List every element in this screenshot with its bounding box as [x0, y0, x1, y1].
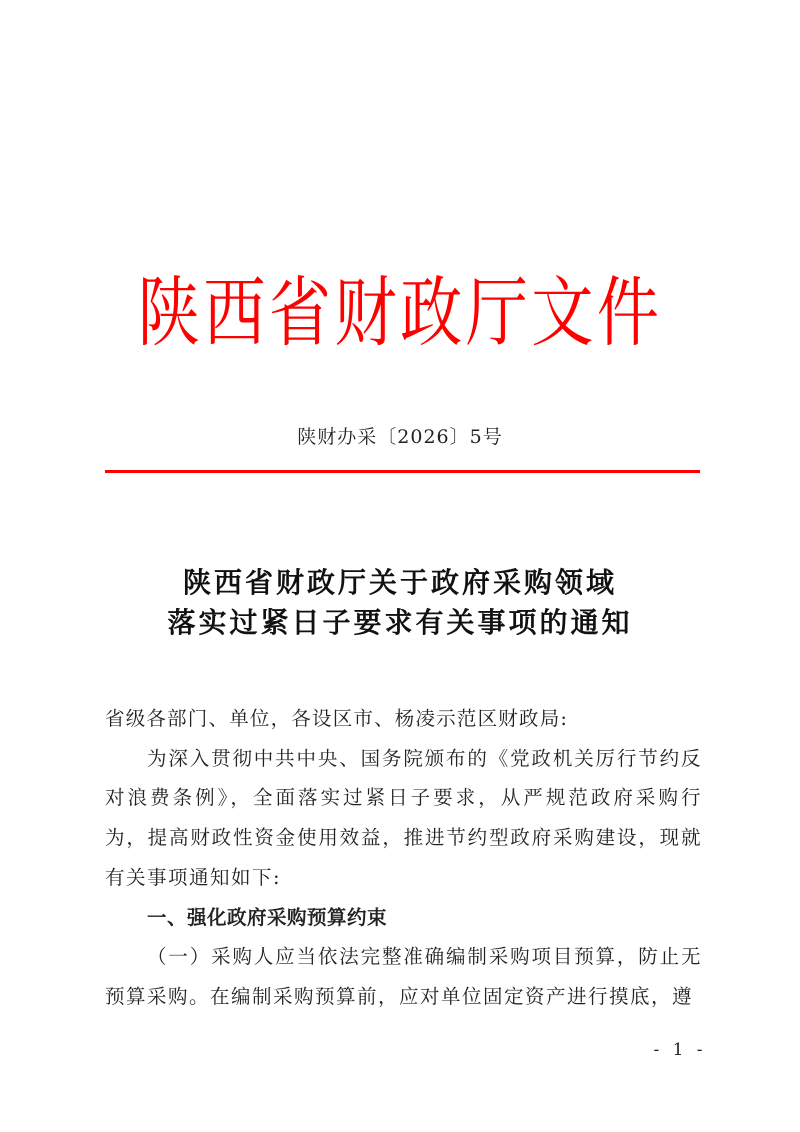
document-body: [105, 699, 702, 1017]
document-number: 陕财办采〔2026〕5号: [297, 426, 503, 448]
issuer-banner: [0, 268, 800, 358]
intro-paragraph: 为深入贯彻中共中央、国务院颁布的《党政机关厉行节约反对浪费条例》，全面落实过紧日子要求，从严规范政府采购行为，提高财政性资金使用效益，推进节约型政府采购建设，现就有关事项通知如下:: [105, 746, 702, 889]
red-divider-line: [105, 470, 700, 473]
section-heading: 一、强化政府采购预算约束: [147, 905, 388, 929]
salutation: 省级各部门、单位，各设区市、杨凌示范区财政局:: [105, 707, 569, 730]
section-item-paragraph: （一）采购人应当依法完整准确编制采购项目预算，防止无预算采购。在编制采购预算前，应对单位固定资产进行摸底，遵: [105, 945, 702, 1008]
page-number: - 1 -: [653, 1040, 707, 1060]
issuer-banner-text: 陕西省财政厅文件: [137, 268, 663, 357]
notice-title-line-2: 落实过紧日子要求有关事项的通知: [167, 606, 633, 639]
notice-title-line-1: 陕西省财政厅关于政府采购领域: [182, 566, 617, 599]
